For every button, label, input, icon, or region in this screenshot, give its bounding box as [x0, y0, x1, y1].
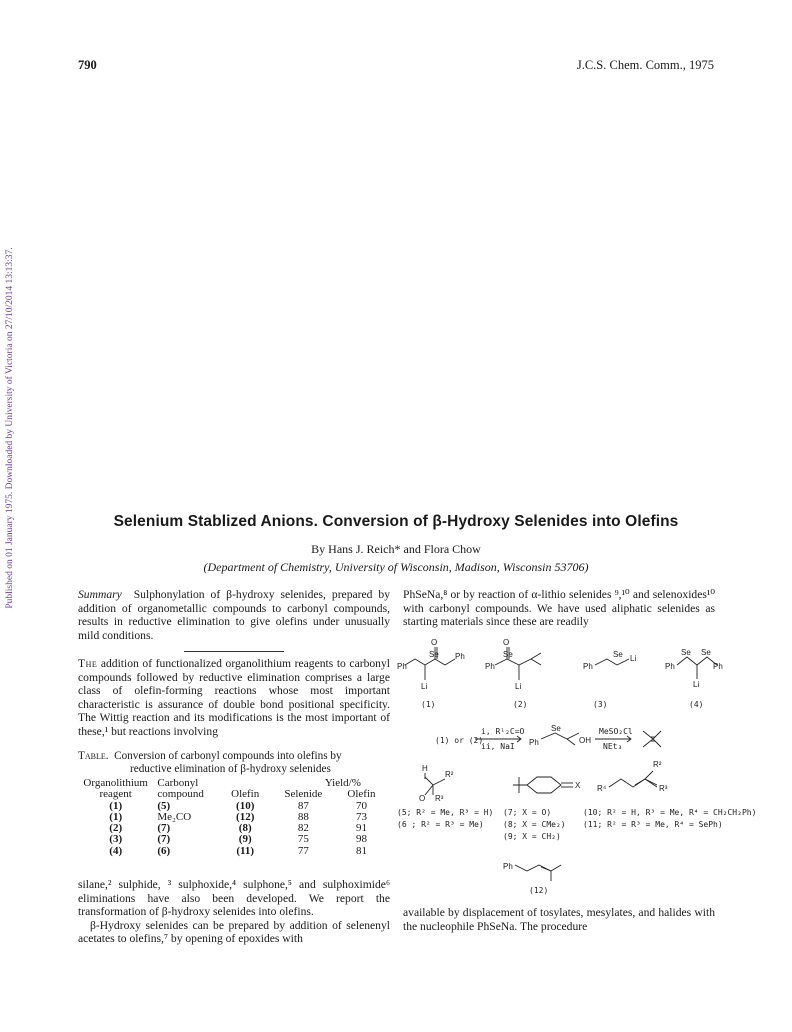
cell: (6): [157, 844, 171, 857]
atom-label: R²: [653, 760, 662, 769]
atom-label: O: [419, 794, 426, 803]
cell: 98: [355, 833, 367, 846]
substituent-note: (7; X = O): [503, 808, 552, 817]
intro-paragraph: [78, 657, 390, 739]
atom-label: Se: [503, 650, 513, 659]
substituent-note: (6 ; R² = R³ = Me): [397, 820, 484, 829]
table-row: [80, 846, 388, 857]
table-row: [80, 834, 388, 845]
cell: 70: [355, 799, 367, 812]
compound-label: (4): [689, 700, 704, 709]
reaction-scheme: [395, 635, 757, 905]
atom-label: Se: [681, 648, 691, 657]
atom-label: Li: [515, 682, 522, 691]
cell: 87: [297, 799, 309, 812]
atom-label: X: [575, 781, 581, 790]
right-column-bottom-text: available by displacement of tosylates, mesylates, and halides with the nucleophile PhSeNa. The procedure: [403, 906, 715, 933]
compound-label: (3): [593, 700, 608, 709]
header-cell: Organolithium: [83, 777, 148, 789]
cell: Me₂CO: [157, 810, 192, 823]
cell: 73: [355, 810, 367, 823]
atom-label: O: [503, 638, 510, 647]
journal-header: J.C.S. Chem. Comm., 1975: [576, 58, 714, 72]
continuation-paragraph-1: silane,² sulphide, ³ sulphoxide,⁴ sulphone,⁵ and sulphoximide⁶ eliminations have also been developed. We report the transformation of β-hydroxy selenides into olefins.: [78, 878, 390, 919]
atom-label: Li: [421, 682, 428, 691]
header-cell: Carbonyl: [157, 777, 199, 789]
substituent-note: (11; R² = R³ = Me, R⁴ = SePh): [583, 820, 723, 829]
atom-label: R³: [659, 784, 668, 793]
table-row: [80, 801, 388, 812]
right-column-text: PhSeNa,⁸ or by reaction of α-lithio selenides ⁹,¹⁰ and selenoxides¹⁰ with carbonyl compounds. We have used aliphatic selenides as starting materials since these are readily: [403, 588, 715, 629]
summary-text: Sulphonylation of β-hydroxy selenides, prepared by addition of organometallic compounds to carbonyl compounds, results in reductive elimination to give olefins under unusually mild conditions.: [78, 588, 391, 642]
affiliation: (Department of Chemistry, University of Wisconsin, Madison, Wisconsin 53706): [203, 560, 589, 574]
cell: (10): [236, 799, 255, 812]
atom-label: Se: [551, 724, 561, 733]
cell: (1): [109, 799, 123, 812]
cell: (5): [157, 799, 171, 812]
cell: 77: [297, 844, 309, 857]
cell: (12): [236, 810, 255, 823]
atom-label: R²: [445, 770, 454, 779]
cell: (3): [109, 833, 123, 846]
cell: (11): [236, 844, 255, 857]
cell: (7): [157, 833, 171, 846]
watermark-text: Published on 01 January 1975. Downloaded by University of Victoria on 27/10/2014 13:13:37.: [5, 247, 15, 609]
continuation-text: [78, 878, 390, 946]
arrow-start-label: (1) or (2): [435, 736, 484, 745]
caption-line-2: reductive elimination of β-hydroxy selenides: [130, 762, 331, 775]
cell: 88: [297, 810, 309, 823]
intro-lead: The: [78, 657, 98, 670]
atom-label: Ph: [455, 652, 465, 661]
atom-label: Ph: [713, 662, 723, 671]
substituent-note: (5; R² = Me, R³ = H): [397, 808, 494, 817]
table-row: [80, 823, 388, 834]
header-cell: Olefin: [231, 788, 260, 801]
authors: By Hans J. Reich* and Flora Chow: [311, 542, 481, 556]
arrow-reagent-above: i, R¹₂C=O: [481, 727, 525, 736]
atom-label: Se: [613, 650, 623, 659]
cell: (2): [109, 822, 123, 835]
atom-label: Ph: [583, 662, 593, 671]
cell: (4): [109, 844, 123, 857]
continuation-paragraph-2: β-Hydroxy selenides can be prepared by addition of selenenyl acetates to olefins,⁷ by opening of epoxides with: [78, 918, 390, 946]
header-cell: reagent: [99, 788, 132, 801]
cell: (1): [109, 810, 123, 823]
cell: (7): [157, 822, 171, 835]
atom-label: Li: [630, 654, 637, 663]
arrow2-reagent-above: MeSO₂Cl: [599, 727, 633, 736]
cell: (9): [238, 833, 252, 846]
header-cell: Selenide: [284, 788, 323, 801]
cell: 91: [355, 822, 367, 835]
header-cell: compound: [157, 788, 204, 801]
atom-label: O: [431, 638, 438, 647]
header-cell: Yield/%: [324, 777, 361, 789]
cell: 82: [297, 822, 309, 835]
atom-label: Ph: [503, 862, 513, 871]
table-label: Table.: [78, 750, 109, 762]
cell: (8): [238, 822, 252, 835]
atom-label: H: [422, 764, 428, 773]
compound-label: (1): [421, 700, 436, 709]
table-header-row-2: [80, 789, 388, 800]
arrow-reagent-below: ii, NaI: [481, 742, 515, 751]
substituent-note: (10; R² = H, R³ = Me, R⁴ = CH₂CH₂Ph): [583, 808, 757, 817]
atom-label: Li: [693, 680, 700, 689]
compound-label: (2): [513, 700, 528, 709]
atom-label: OH: [579, 736, 591, 745]
cell: 81: [355, 844, 367, 857]
page-number: 790: [78, 58, 97, 72]
compound-label: (12): [529, 886, 549, 895]
cell: 75: [297, 833, 309, 846]
substituent-note: (8; X = CMe₂): [503, 820, 566, 829]
arrow2-reagent-below: NEt₃: [603, 742, 623, 751]
summary-label: Summary: [78, 588, 122, 601]
atom-label: R⁴: [597, 784, 607, 793]
atom-label: Ph: [665, 662, 675, 671]
table-caption: [78, 750, 390, 775]
caption-line-1: Conversion of carbonyl compounds into olefins by: [114, 750, 342, 762]
summary: [78, 588, 390, 642]
atom-label: Ph: [397, 662, 407, 671]
header-cell: Olefin: [347, 788, 376, 801]
download-watermark: [3, 208, 17, 648]
atom-label: Ph: [485, 662, 495, 671]
section-divider: [184, 651, 284, 652]
table-row: [80, 812, 388, 823]
atom-label: Se: [429, 650, 439, 659]
intro-text: addition of functionalized organolithium reagents to carbonyl compounds followed by reductive elimination comprises a large class of olefin-forming reactions whose most important characteristic is assurance of double bond positional specificity. The Wittig reaction and its modifications is the most important of these,¹ but reactions involving: [78, 657, 390, 738]
atom-label: Ph: [529, 738, 539, 747]
atom-label: Se: [701, 648, 711, 657]
substituent-note: (9; X = CH₂): [503, 832, 561, 841]
atom-label: R³: [435, 794, 444, 803]
article-title: Selenium Stablized Anions. Conversion of β-Hydroxy Selenides into Olefins: [113, 513, 679, 530]
results-table: [80, 778, 388, 857]
